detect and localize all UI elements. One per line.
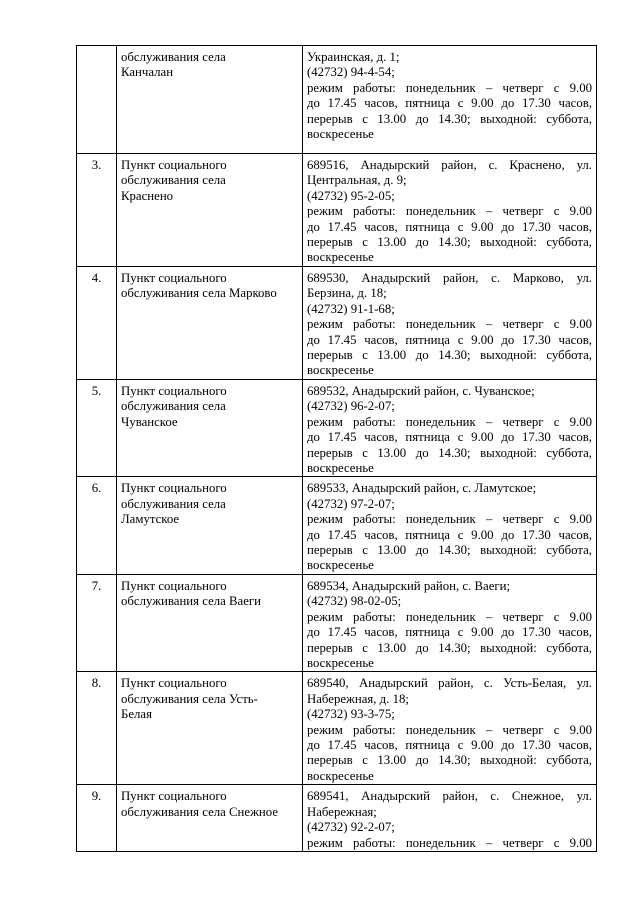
name-line: обслуживания села Ваеги	[121, 594, 262, 609]
name-line: Пункт социального	[121, 271, 227, 285]
schedule-line: перерыв с 13.00 до 14.30; выходной: суббота,	[307, 235, 592, 250]
schedule-line: режим работы: понедельник – четверг с 9.00	[307, 204, 592, 219]
address-line: 689530, Анадырский район, с. Марково, ул.	[307, 271, 592, 285]
row-number: 7.	[77, 574, 117, 671]
row-number: 6.	[77, 477, 117, 574]
row-number: 5.	[77, 380, 117, 477]
schedule-line: до 17.45 часов, пятница с 9.00 до 17.30 часов,	[307, 737, 592, 752]
schedule-line: воскресенье	[307, 768, 374, 783]
row-number: 3.	[77, 154, 117, 267]
address-line: Центральная, д. 9;	[307, 173, 407, 188]
row-number	[77, 46, 117, 154]
schedule-line: воскресенье	[307, 363, 374, 378]
table-row	[77, 477, 597, 574]
row-number: 9.	[77, 785, 117, 852]
social-service-points-table	[76, 45, 597, 852]
schedule-line: до 17.45 часов, пятница с 9.00 до 17.30 часов,	[307, 430, 592, 445]
service-point-name	[117, 380, 303, 477]
name-line: Ламутское	[121, 512, 180, 527]
schedule-line: перерыв с 13.00 до 14.30; выходной: суббота,	[307, 543, 592, 558]
address-line: 689516, Анадырский район, с. Краснено, ул.	[307, 158, 592, 172]
schedule-line: перерыв с 13.00 до 14.30; выходной: суббота,	[307, 640, 592, 655]
schedule-line: до 17.45 часов, пятница с 9.00 до 17.30 часов,	[307, 219, 592, 234]
schedule-line: перерыв с 13.00 до 14.30; выходной: суббота,	[307, 753, 592, 768]
schedule-line: до 17.45 часов, пятница с 9.00 до 17.30 часов,	[307, 527, 592, 542]
service-point-info	[303, 477, 597, 574]
service-point-info	[303, 267, 597, 380]
phone-line: (42732) 96-2-07;	[307, 399, 395, 414]
table-row	[77, 785, 597, 852]
schedule-line: перерыв с 13.00 до 14.30; выходной: суббота,	[307, 445, 592, 460]
name-line: Пункт социального	[121, 481, 227, 496]
address-line: Набережная, д. 18;	[307, 691, 409, 706]
address-line: 689533, Анадырский район, с. Ламутское;	[307, 481, 537, 496]
table-row	[77, 46, 597, 154]
schedule-line: режим работы: понедельник – четверг с 9.00	[307, 609, 592, 624]
service-point-name	[117, 574, 303, 671]
row-number: 8.	[77, 672, 117, 785]
schedule-line: режим работы: понедельник – четверг с 9.00	[307, 317, 592, 332]
name-line: Канчалан	[121, 65, 174, 80]
service-point-info	[303, 154, 597, 267]
schedule-line: воскресенье	[307, 127, 374, 142]
name-line: Краснено	[121, 188, 174, 203]
phone-line: (42732) 91-1-68;	[307, 301, 395, 316]
table-row	[77, 380, 597, 477]
name-line: обслуживания села	[121, 399, 226, 414]
name-line: обслуживания села Усть-	[121, 691, 258, 706]
name-line: Чуванское	[121, 414, 178, 429]
phone-line: (42732) 94-4-54;	[307, 65, 395, 80]
service-point-info	[303, 574, 597, 671]
phone-line: (42732) 93-3-75;	[307, 707, 395, 722]
schedule-line: режим работы: понедельник – четверг с 9.00	[307, 414, 592, 429]
schedule-line: до 17.45 часов, пятница с 9.00 до 17.30 часов,	[307, 625, 592, 640]
service-point-name	[117, 46, 303, 154]
name-line: Пункт социального	[121, 158, 227, 172]
table-row	[77, 574, 597, 671]
phone-line: (42732) 97-2-07;	[307, 496, 395, 511]
name-line: Белая	[121, 707, 152, 722]
table-row	[77, 267, 597, 380]
name-line: Пункт социального	[121, 578, 227, 593]
service-point-info	[303, 380, 597, 477]
name-line: обслуживания села	[121, 50, 226, 64]
address-line: 689540, Анадырский район, с. Усть-Белая, ул.	[307, 676, 592, 691]
phone-line: (42732) 92-2-07;	[307, 820, 395, 835]
phone-line: (42732) 95-2-05;	[307, 188, 395, 203]
schedule-line: перерыв с 13.00 до 14.30; выходной: суббота,	[307, 348, 592, 363]
schedule-line: режим работы: понедельник – четверг с 9.00	[307, 80, 592, 95]
address-line: 689534, Анадырский район, с. Ваеги;	[307, 578, 511, 593]
address-line: Украинская, д. 1;	[307, 50, 400, 64]
service-point-name	[117, 267, 303, 380]
service-point-info	[303, 46, 597, 154]
name-line: обслуживания села	[121, 173, 226, 188]
schedule-line: воскресенье	[307, 250, 374, 265]
address-line: Набережная;	[307, 804, 377, 819]
schedule-line: до 17.45 часов, пятница с 9.00 до 17.30 часов,	[307, 332, 592, 347]
table-row	[77, 672, 597, 785]
address-line: Берзина, д. 18;	[307, 286, 387, 301]
schedule-line: до 17.45 часов, пятница с 9.00 до 17.30 часов,	[307, 96, 592, 111]
name-line: Пункт социального	[121, 384, 227, 398]
phone-line: (42732) 98-02-05;	[307, 594, 402, 609]
schedule-line: режим работы: понедельник – четверг с 9.00	[307, 835, 592, 850]
service-point-name	[117, 154, 303, 267]
address-line: 689532, Анадырский район, с. Чуванское;	[307, 384, 535, 398]
service-point-info	[303, 672, 597, 785]
row-number: 4.	[77, 267, 117, 380]
name-line: обслуживания села Марково	[121, 286, 277, 301]
name-line: обслуживания села Снежное	[121, 804, 278, 819]
schedule-line: воскресенье	[307, 655, 374, 670]
name-line: Пункт социального	[121, 789, 227, 804]
service-point-info	[303, 785, 597, 852]
schedule-line: перерыв с 13.00 до 14.30; выходной: суббота,	[307, 111, 592, 126]
schedule-line: воскресенье	[307, 461, 374, 476]
schedule-line: воскресенье	[307, 558, 374, 573]
name-line: обслуживания села	[121, 496, 226, 511]
table-row	[77, 154, 597, 267]
schedule-line: режим работы: понедельник – четверг с 9.00	[307, 512, 592, 527]
service-point-name	[117, 672, 303, 785]
name-line: Пункт социального	[121, 676, 227, 691]
service-point-name	[117, 477, 303, 574]
schedule-line: режим работы: понедельник – четверг с 9.00	[307, 722, 592, 737]
address-line: 689541, Анадырский район, с. Снежное, ул.	[307, 789, 592, 804]
service-point-name	[117, 785, 303, 852]
